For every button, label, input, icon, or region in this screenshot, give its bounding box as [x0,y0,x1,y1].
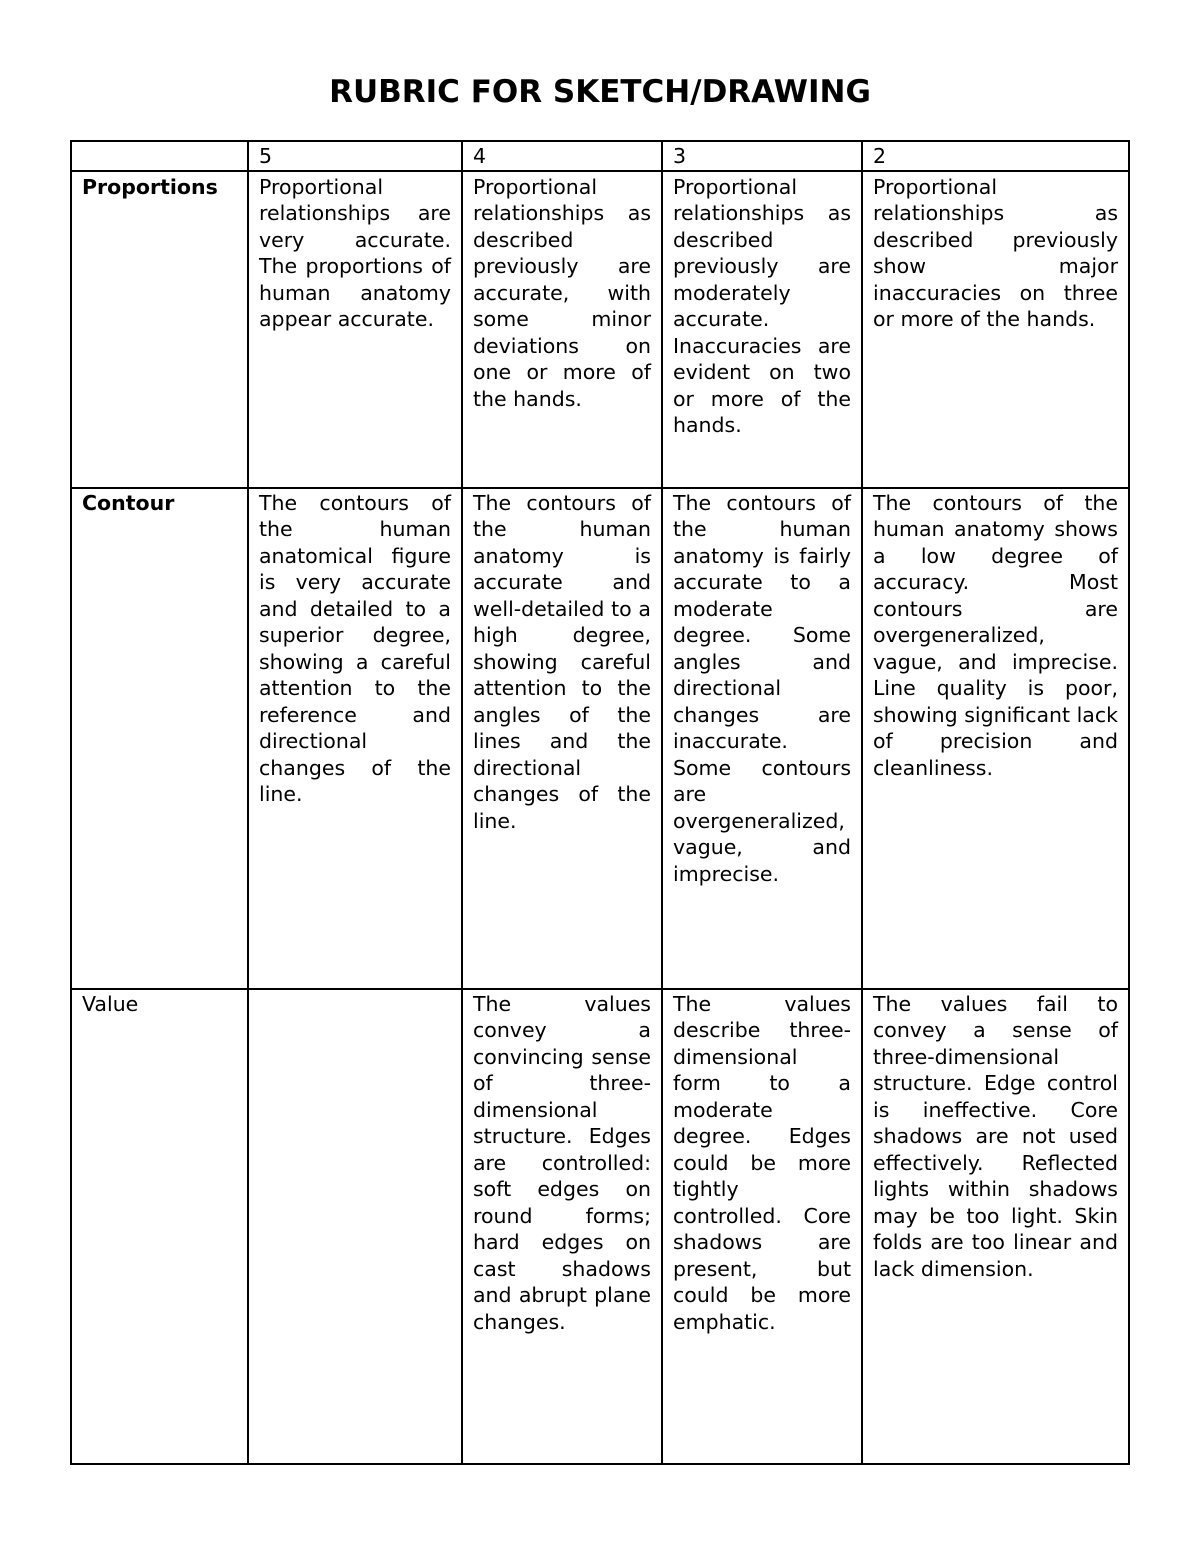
header-row [71,141,1129,171]
criterion-row-contour [71,488,1129,989]
rubric-cell: Proportional relationships as described previously are accurate, with some minor deviations on one or more of the hands. [462,171,662,488]
rubric-cell [248,989,462,1464]
criterion-row-proportions [71,171,1129,488]
rubric-cell: Proportional relationships are very accurate. The proportions of human anatomy appear accurate. [248,171,462,488]
rubric-cell: Proportional relationships as described previously are moderately accurate. Inaccuracies are evident on two or more of the hands. [662,171,862,488]
score-header-5: 5 [248,141,462,171]
rubric-cell: The values convey a convincing sense of three-dimensional structure. Edges are controlled: soft edges on round forms; hard edges on cast shadows and abrupt plane changes. [462,989,662,1464]
rubric-table [70,140,1130,1465]
rubric-cell: Proportional relationships as described previously show major inaccuracies on three or more of the hands. [862,171,1129,488]
score-header-2: 2 [862,141,1129,171]
criterion-row-value [71,989,1129,1464]
rubric-cell: The values describe three-dimensional form to a moderate degree. Edges could be more tightly controlled. Core shadows are present, but could be more emphatic. [662,989,862,1464]
rubric-cell: The contours of the human anatomy is fairly accurate to a moderate degree. Some angles and directional changes are inaccurate. Some contours are overgeneralized, vague, and imprecise. [662,488,862,989]
page-title: RUBRIC FOR SKETCH/DRAWING [329,74,871,110]
header-corner-cell [71,141,248,171]
rubric-cell: The contours of the human anatomy is accurate and well-detailed to a high degree, showing careful attention to the angles of the lines and the directional changes of the line. [462,488,662,989]
rubric-cell: The values fail to convey a sense of three-dimensional structure. Edge control is ineffective. Core shadows are not used effectively. Reflected lights within shadows may be too light. Skin folds are too linear and lack dimension. [862,989,1129,1464]
rubric-cell: The contours of the human anatomy shows a low degree of accuracy. Most contours are overgeneralized, vague, and imprecise. Line quality is poor, showing significant lack of precision and cleanliness. [862,488,1129,989]
criterion-label: Contour [71,488,248,989]
score-header-3: 3 [662,141,862,171]
score-header-4: 4 [462,141,662,171]
criterion-label: Proportions [71,171,248,488]
rubric-cell: The contours of the human anatomical figure is very accurate and detailed to a superior degree, showing a careful attention to the reference and directional changes of the line. [248,488,462,989]
criterion-label: Value [71,989,248,1464]
